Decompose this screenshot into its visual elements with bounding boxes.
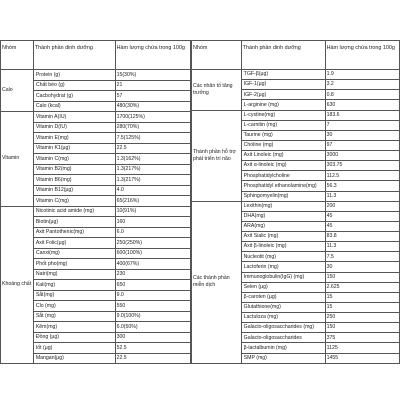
amount-cell: 30 bbox=[325, 262, 399, 272]
ingredient-cell: IGF-1(µg) bbox=[241, 80, 325, 90]
amount-cell: 0.8 bbox=[325, 90, 399, 100]
ingredient-cell: Protein (g) bbox=[33, 70, 115, 81]
ingredient-cell: Axit Sialic (mg) bbox=[241, 232, 325, 242]
amount-cell: 200 bbox=[325, 201, 399, 211]
right-header-row bbox=[192, 41, 400, 70]
amount-cell: 83.8 bbox=[325, 232, 399, 242]
ingredient-cell: L-cystine(mg) bbox=[241, 110, 325, 120]
ingredient-cell: Sắt(mg) bbox=[33, 290, 115, 301]
ingredient-cell: Kẽm(mg) bbox=[33, 322, 115, 333]
amount-cell: 112.5 bbox=[325, 171, 399, 181]
ingredient-cell: L-carnitin (mg) bbox=[241, 120, 325, 130]
ingredient-cell: Phosphatidylcholine bbox=[241, 171, 325, 181]
right-header-amount: Hàm lượng chứa trong 100g bbox=[325, 41, 399, 70]
ingredient-cell: Galacto-oligosaccharides bbox=[241, 333, 325, 343]
group-cell: Khoáng chất bbox=[1, 206, 34, 364]
amount-cell: 303.75 bbox=[325, 161, 399, 171]
left-header-ingredient: Thành phần dinh dưỡng bbox=[33, 41, 115, 70]
left-table-body bbox=[1, 70, 191, 364]
right-header-group: Nhóm bbox=[192, 41, 242, 70]
amount-cell: 150 bbox=[325, 272, 399, 282]
ingredient-cell: Vitamin B6(mg) bbox=[33, 175, 115, 186]
ingredient-cell: Axit Folic(µg) bbox=[33, 238, 115, 249]
amount-cell: 280(70%) bbox=[115, 122, 190, 133]
ingredient-cell: Đồng (µg) bbox=[33, 332, 115, 343]
amount-cell: 45 bbox=[325, 211, 399, 221]
ingredient-cell: Glutathione(mg) bbox=[241, 302, 325, 312]
ingredient-cell: Vitamin D(IU) bbox=[33, 122, 115, 133]
ingredient-cell: Vitamin C(mg) bbox=[33, 196, 115, 207]
ingredient-cell: Clo (mg) bbox=[33, 301, 115, 312]
amount-cell: 250 bbox=[325, 313, 399, 323]
ingredient-cell: Choline (mg) bbox=[241, 140, 325, 150]
amount-cell: 300 bbox=[115, 332, 190, 343]
ingredient-cell: Nucleotit (mg) bbox=[241, 252, 325, 262]
amount-cell: 11.3 bbox=[325, 242, 399, 252]
left-header-group: Nhóm bbox=[1, 41, 34, 70]
ingredient-cell: Kali(mg) bbox=[33, 280, 115, 291]
amount-cell: 650 bbox=[115, 280, 190, 291]
amount-cell: 1.3(162%) bbox=[115, 154, 190, 165]
table-row bbox=[192, 110, 400, 120]
group-cell: Các nhân tố tăng trưởng bbox=[192, 70, 242, 111]
ingredient-cell: Lactuloza (mg) bbox=[241, 313, 325, 323]
ingredient-cell: Sắt (mg) bbox=[33, 311, 115, 322]
amount-cell: 6.0 bbox=[115, 227, 190, 238]
amount-cell: 22.5 bbox=[115, 353, 190, 364]
amount-cell: 52.5 bbox=[115, 343, 190, 354]
ingredient-cell: Vitamin B2(mg) bbox=[33, 164, 115, 175]
ingredient-cell: DHA(mg) bbox=[241, 211, 325, 221]
amount-cell: 550 bbox=[115, 301, 190, 312]
amount-cell: 3000 bbox=[325, 151, 399, 161]
amount-cell: 1.3(217%) bbox=[115, 175, 190, 186]
amount-cell: 9.0 bbox=[115, 290, 190, 301]
table-row bbox=[192, 201, 400, 211]
ingredient-cell: SMP (mg) bbox=[241, 353, 325, 364]
amount-cell: 230 bbox=[115, 269, 190, 280]
ingredient-cell: Axit Linoleic (mg) bbox=[241, 151, 325, 161]
ingredient-cell: Axit Pantothenic(mg) bbox=[33, 227, 115, 238]
left-table-half bbox=[0, 40, 191, 364]
amount-cell: 1700(125%) bbox=[115, 112, 190, 123]
amount-cell: 15(30%) bbox=[115, 70, 190, 81]
right-table-half bbox=[191, 40, 400, 364]
ingredient-cell: β-caroten (µg) bbox=[241, 292, 325, 302]
ingredient-cell: Phốt pho(mg) bbox=[33, 259, 115, 270]
nutrition-table-sheet bbox=[0, 40, 400, 364]
amount-cell: 1.3(217%) bbox=[115, 164, 190, 175]
ingredient-cell: L-arginine (mg) bbox=[241, 100, 325, 110]
ingredient-cell: Galacto-oligosaccharides (mg) bbox=[241, 323, 325, 333]
ingredient-cell: Natri(mg) bbox=[33, 269, 115, 280]
ingredient-cell: Axit β-linoleic (mg) bbox=[241, 242, 325, 252]
group-cell: Vitamin bbox=[1, 112, 34, 207]
amount-cell: 15 bbox=[325, 292, 399, 302]
ingredient-cell: ARA(mg) bbox=[241, 221, 325, 231]
ingredient-cell: Iốt (µg) bbox=[33, 343, 115, 354]
ingredient-cell: Vitamin B12(µg) bbox=[33, 185, 115, 196]
right-header-ingredient: Thành phần dinh dưỡng bbox=[241, 41, 325, 70]
amount-cell: 9.0(100%) bbox=[115, 311, 190, 322]
ingredient-cell: Nicotinic acid amide (mg) bbox=[33, 206, 115, 217]
group-cell: Các thành phần miễn dịch bbox=[192, 201, 242, 363]
ingredient-cell: Phosphatidyl ethanolamine(mg) bbox=[241, 181, 325, 191]
amount-cell: 1125 bbox=[325, 343, 399, 353]
amount-cell: 7 bbox=[325, 120, 399, 130]
group-cell: Thành phần hỗ trợ phát triển trí não bbox=[192, 110, 242, 201]
ingredient-cell: Chất béo (g) bbox=[33, 80, 115, 91]
amount-cell: 57 bbox=[115, 91, 190, 102]
table-row bbox=[1, 70, 191, 81]
right-table-body bbox=[192, 70, 400, 364]
amount-cell: 7.5 bbox=[325, 252, 399, 262]
amount-cell: 4.0 bbox=[115, 185, 190, 196]
amount-cell: 22.5 bbox=[115, 143, 190, 154]
amount-cell: 600(100%) bbox=[115, 248, 190, 259]
amount-cell: 11.3 bbox=[325, 191, 399, 201]
amount-cell: 3.2 bbox=[325, 80, 399, 90]
amount-cell: 480(30%) bbox=[115, 101, 190, 112]
table-row bbox=[1, 206, 191, 217]
amount-cell: 21 bbox=[115, 80, 190, 91]
ingredient-cell: Mangan(µg) bbox=[33, 353, 115, 364]
ingredient-cell: Calo (kcal) bbox=[33, 101, 115, 112]
amount-cell: 6.0(50%) bbox=[115, 322, 190, 333]
amount-cell: 1455 bbox=[325, 353, 399, 364]
amount-cell: 10(91%) bbox=[115, 206, 190, 217]
amount-cell: 65(216%) bbox=[115, 196, 190, 207]
amount-cell: 250(250%) bbox=[115, 238, 190, 249]
amount-cell: 45 bbox=[325, 221, 399, 231]
ingredient-cell: Lactoferin (mg) bbox=[241, 262, 325, 272]
table-row bbox=[1, 112, 191, 123]
ingredient-cell: Biotin(µg) bbox=[33, 217, 115, 228]
amount-cell: 2.625 bbox=[325, 282, 399, 292]
ingredient-cell: IGF-2(µg) bbox=[241, 90, 325, 100]
right-nutrition-table bbox=[191, 40, 400, 364]
ingredient-cell: Immunoglobulin(IgG) (mg) bbox=[241, 272, 325, 282]
left-header-amount: Hàm lượng chứa trong 100g bbox=[115, 41, 190, 70]
amount-cell: 400(67%) bbox=[115, 259, 190, 270]
ingredient-cell: Sphingomyelin(mg) bbox=[241, 191, 325, 201]
amount-cell: 160 bbox=[115, 217, 190, 228]
amount-cell: 183.6 bbox=[325, 110, 399, 120]
ingredient-cell: TGF-β(µg) bbox=[241, 70, 325, 80]
amount-cell: 56.3 bbox=[325, 181, 399, 191]
amount-cell: 1.9 bbox=[325, 70, 399, 80]
ingredient-cell: Taurine (mg) bbox=[241, 130, 325, 140]
ingredient-cell: Vitamin E(mg) bbox=[33, 133, 115, 144]
ingredient-cell: Vitamin K1(µg) bbox=[33, 143, 115, 154]
amount-cell: 375 bbox=[325, 333, 399, 343]
amount-cell: 30 bbox=[325, 130, 399, 140]
ingredient-cell: Vitamin C(mg) bbox=[33, 154, 115, 165]
group-cell: Calo bbox=[1, 70, 34, 112]
ingredient-cell: β-lactalbumin (mg) bbox=[241, 343, 325, 353]
ingredient-cell: Cacbohydrat (g) bbox=[33, 91, 115, 102]
amount-cell: 150 bbox=[325, 323, 399, 333]
amount-cell: 15 bbox=[325, 302, 399, 312]
amount-cell: 97 bbox=[325, 140, 399, 150]
left-header-row bbox=[1, 41, 191, 70]
ingredient-cell: Lexithin(mg) bbox=[241, 201, 325, 211]
ingredient-cell: Canxi(mg) bbox=[33, 248, 115, 259]
amount-cell: 630 bbox=[325, 100, 399, 110]
amount-cell: 7.5(125%) bbox=[115, 133, 190, 144]
ingredient-cell: Vitamin A(IU) bbox=[33, 112, 115, 123]
left-nutrition-table bbox=[0, 40, 191, 364]
table-row bbox=[192, 70, 400, 80]
ingredient-cell: Axit α-linoleic (mg) bbox=[241, 161, 325, 171]
ingredient-cell: Selen (µg) bbox=[241, 282, 325, 292]
